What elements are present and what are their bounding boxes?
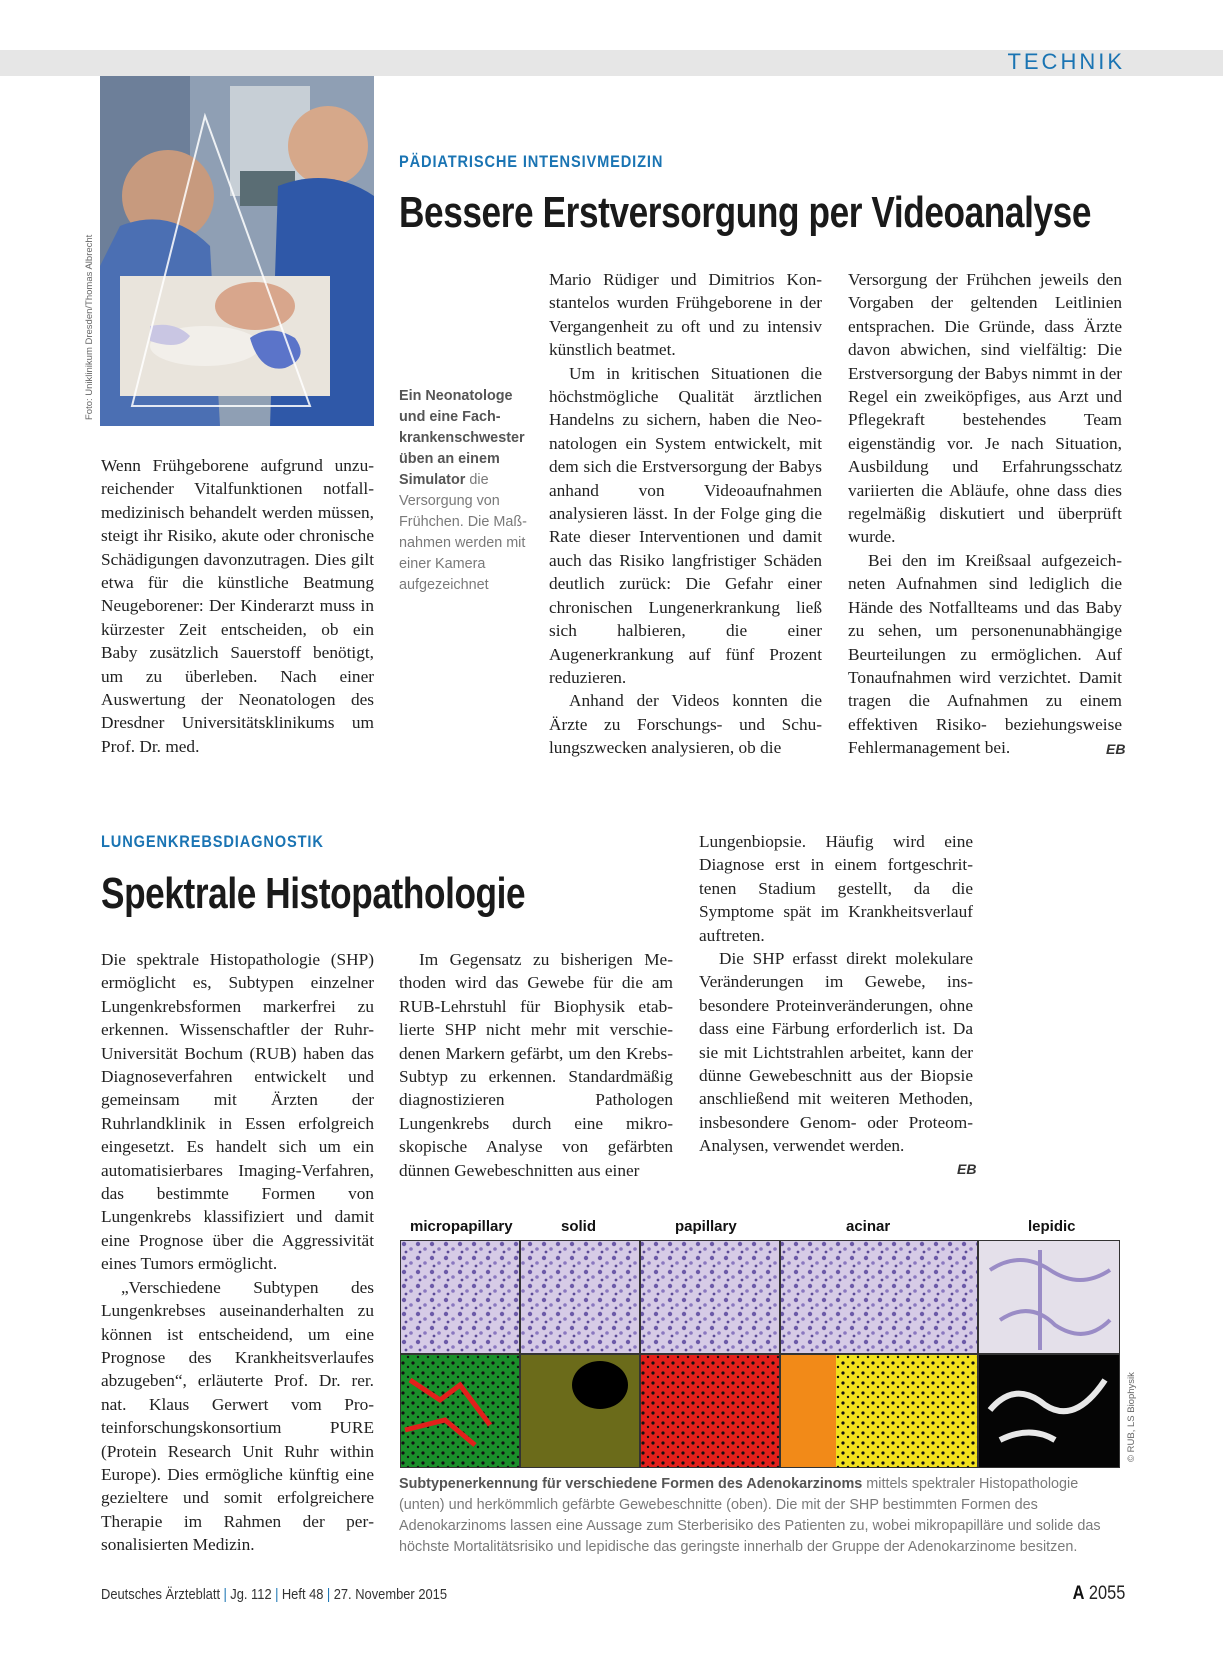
stain-acinar bbox=[781, 1241, 977, 1353]
article2-kicker: LUNGENKREBSDIAGNOSTIK bbox=[101, 832, 324, 851]
stain-papillary bbox=[641, 1241, 779, 1353]
page-number bbox=[1072, 1583, 1125, 1605]
paragraph: Anhand der Videos konnten die Ärzte zu Forschungs- und Schulungszwecken analysieren, ob die bbox=[549, 691, 822, 758]
paragraph: Wenn Frühgeborene aufgrund unzureichender Vitalfunktionen notfallmedizinisch behandelt werden müssen, steigt ihr Risiko, akute oder chronische Schädigungen davonzutragen. Dies gilt etwa für die künstliche Beatmung Neugeborener: Der Kinderarzt muss in kürzester Zeit entscheiden, ob ein Baby zusätzlich Sauerstoff benötigt, um zu überleben. Nach einer Auswertung der Neonatologen des Dresdner Universitätsklinikums um Prof. Dr. med. bbox=[101, 456, 374, 756]
footer-journal: Deutsches Ärzteblatt bbox=[101, 1586, 221, 1603]
article1-column-3 bbox=[848, 268, 1122, 760]
label-micropapillary: micropapillary bbox=[410, 1218, 513, 1235]
footer-volume: Jg. 112 bbox=[230, 1586, 272, 1603]
article1-headline: Bessere Erstversorgung per Videoanalyse bbox=[399, 188, 1091, 237]
label-lepidic: lepidic bbox=[1028, 1218, 1076, 1235]
label-papillary: papillary bbox=[675, 1218, 737, 1235]
footer-info bbox=[101, 1586, 447, 1603]
figure-credit: © RUB, LS Biophysik bbox=[1126, 1372, 1137, 1462]
footer-separator: | bbox=[275, 1586, 279, 1603]
paragraph: Die spektrale Histopathologie (SHP) ermöglicht es, Subtypen einzelner Lungenkrebsformen markerfrei zu erkennen. Wissenschaftler der Ruhr-Universität Bochum (RUB) haben das Diagnoseverfahren entwickelt und gemeinsam mit Ärzten der Ruhrlandklinik in Essen erfolgreich eingesetzt. Es handelt sich um ein automatisierbares Imaging-Verfahren, das bestimmte Formen von Lungenkrebs klassifiziert und damit eine Prognose über die Aggressivität eines Tumors ermöglicht. bbox=[101, 950, 374, 1274]
article1-signature: EB bbox=[1106, 741, 1126, 757]
article1-column-1 bbox=[101, 454, 374, 758]
stain-micropapillary bbox=[401, 1241, 519, 1353]
article2-signature: EB bbox=[957, 1161, 977, 1177]
spectral-lepidic bbox=[979, 1355, 1119, 1467]
paragraph: Um in kritischen Situationen die höchstmögliche Qualität ärztlichen Handelns zu sichern, haben die Neonatologen ein System entwickelt, mit dem sich die Erstversorgung der Babys anhand von Videoaufnahmen analysieren lässt. In der Folge ging die Rate dieser Interventionen und damit auch das Risiko langfristiger Schäden deutlich zurück: Die Gefahr einer chronischen Lungenerkrankung ließ sich halbieren, die einer Augenerkrankung auf fünf Prozent reduzieren. bbox=[549, 363, 822, 687]
paragraph: Bei den im Kreißsaal aufgezeichneten Aufnahmen sind lediglich die Hände des Notfallteams und das Baby zu sehen, um personenunabhängige Beurteilungen zu ermöglichen. Auf Tonaufnahmen wird verzichtet. Damit tragen die Aufnahmen zu einem effektiven Risiko- beziehungsweise Fehlermanagement bei. bbox=[848, 550, 1122, 758]
paragraph: Mario Rüdiger und Dimitrios Konstantelos wurden Frühgeborene in der Vergangenheit zu oft und zu intensiv künstlich beatmet. bbox=[549, 270, 822, 360]
figure-caption bbox=[399, 1474, 1121, 1558]
label-acinar: acinar bbox=[846, 1218, 891, 1235]
paragraph: Lungenbiopsie. Häufig wird eine Diagnose erst in einem fortgeschrittenen Stadium gestellt, da die Symptome spät im Krankheitsverlauf auftreten. bbox=[699, 832, 973, 945]
photo-credit: Foto: Uniklinikum Dresden/Thomas Albrecht bbox=[84, 234, 95, 420]
figure-caption-bold: Subtypenerkennung für verschiedene Formen des Adenokarzinoms bbox=[399, 1476, 863, 1492]
page-prefix: A bbox=[1072, 1583, 1085, 1604]
paragraph: „Verschiedene Subtypen des Lungenkrebses auseinanderhalten zu können ist entscheidend, um eine Prognose des Krankheitsverlaufes abzugeben“, erläuterte Prof. Dr. rer. nat. Klaus Gerwert vom Proteinforschungskonsortium PURE (Protein Research Unit Ruhr within Europe). Dies ermögliche künftig eine gezieltere und somit erfolgreichere Therapie im Rahmen der personalisierten Medizin. bbox=[101, 1277, 374, 1555]
article1-caption bbox=[399, 386, 529, 596]
footer-date: 27. November 2015 bbox=[333, 1586, 448, 1603]
simulator-photo bbox=[100, 76, 374, 426]
figure-labels bbox=[400, 1218, 1120, 1240]
article1-column-2 bbox=[549, 268, 822, 760]
histology-figure bbox=[400, 1240, 1120, 1468]
stain-solid bbox=[521, 1241, 639, 1353]
article2-column-3 bbox=[699, 830, 973, 1158]
footer-separator: | bbox=[223, 1586, 227, 1603]
figure-caption-text: mittels spektraler Histopathologie (unten) und herkömmlich gefärbte Gewebeschnitte (oben). Die mit der SHP bestimmten Formen des Adenokarzinoms lassen eine Aussage zum Sterberisiko des Patienten zu, wobei mikropapilläre und solide das höchste Mortalitätsrisiko und lepidische das geringste innerhalb der Gruppe der Adenokarzinome besitzen. bbox=[399, 1476, 1101, 1555]
paragraph: Die SHP erfasst direkt molekulare Veränderungen im Gewebe, insbesondere Proteinveränderungen, ohne dass eine Färbung erforderlich ist. Da sie mit Lichtstrahlen arbeitet, kann der dünne Gewebeschnitt aus der Biopsie anschließend mit weiteren Methoden, insbesondere Genom- oder Proteom-Analysen, verwendet werden. bbox=[699, 949, 973, 1156]
label-solid: solid bbox=[561, 1218, 597, 1235]
article1-kicker: PÄDIATRISCHE INTENSIVMEDIZIN bbox=[399, 152, 664, 171]
paragraph: Im Gegensatz zu bisherigen Methoden wird das Gewebe für die am RUB-Lehrstuhl für Biophysik etablierte SHP nicht mehr mit verschiedenen Markern gefärbt, um den Krebs-Subtyp zu erkennen. Standardmäßig diagnostizieren Pathologen Lungenkrebs durch eine mikroskopische Analyse von gefärbten dünnen Gewebeschnitten aus einer bbox=[399, 950, 673, 1180]
caption-text: die Versorgung von Frühchen. Die Maßnahmen werden mit einer Kamera aufgezeichnet bbox=[399, 472, 527, 593]
photo-illustration bbox=[100, 76, 374, 426]
stain-lepidic bbox=[979, 1241, 1119, 1353]
article2-column-2 bbox=[399, 948, 673, 1182]
paragraph: Versorgung der Frühchen jeweils den Vorgaben der geltenden Leitlinien entsprachen. Die Gründe, dass Ärzte davon abwichen, sind vielfältig: Die Erstversorgung der Babys nimmt in der Regel ein zweiköpfiges, aus Arzt und Pflegekraft bestehendes Team eigenständig vor. Je nach Situation, Ausbildung und Erfahrungsschatz variierten die Abläufe, ohne dass dies regelmäßig diskutiert und überprüft wurde. bbox=[848, 270, 1122, 547]
article2-headline: Spektrale Histopathologie bbox=[101, 869, 526, 918]
caption-bold: Ein Neonatologe und eine Fachkrankenschwester üben an einem Simulator bbox=[399, 388, 525, 488]
spectral-acinar bbox=[781, 1355, 836, 1467]
histology-panels bbox=[400, 1240, 1120, 1468]
section-label: TECHNIK bbox=[1007, 49, 1125, 74]
article2-column-1 bbox=[101, 948, 374, 1557]
page-number-value: 2055 bbox=[1088, 1583, 1125, 1604]
footer-separator: | bbox=[326, 1586, 331, 1603]
footer-issue: Heft 48 bbox=[281, 1586, 324, 1603]
